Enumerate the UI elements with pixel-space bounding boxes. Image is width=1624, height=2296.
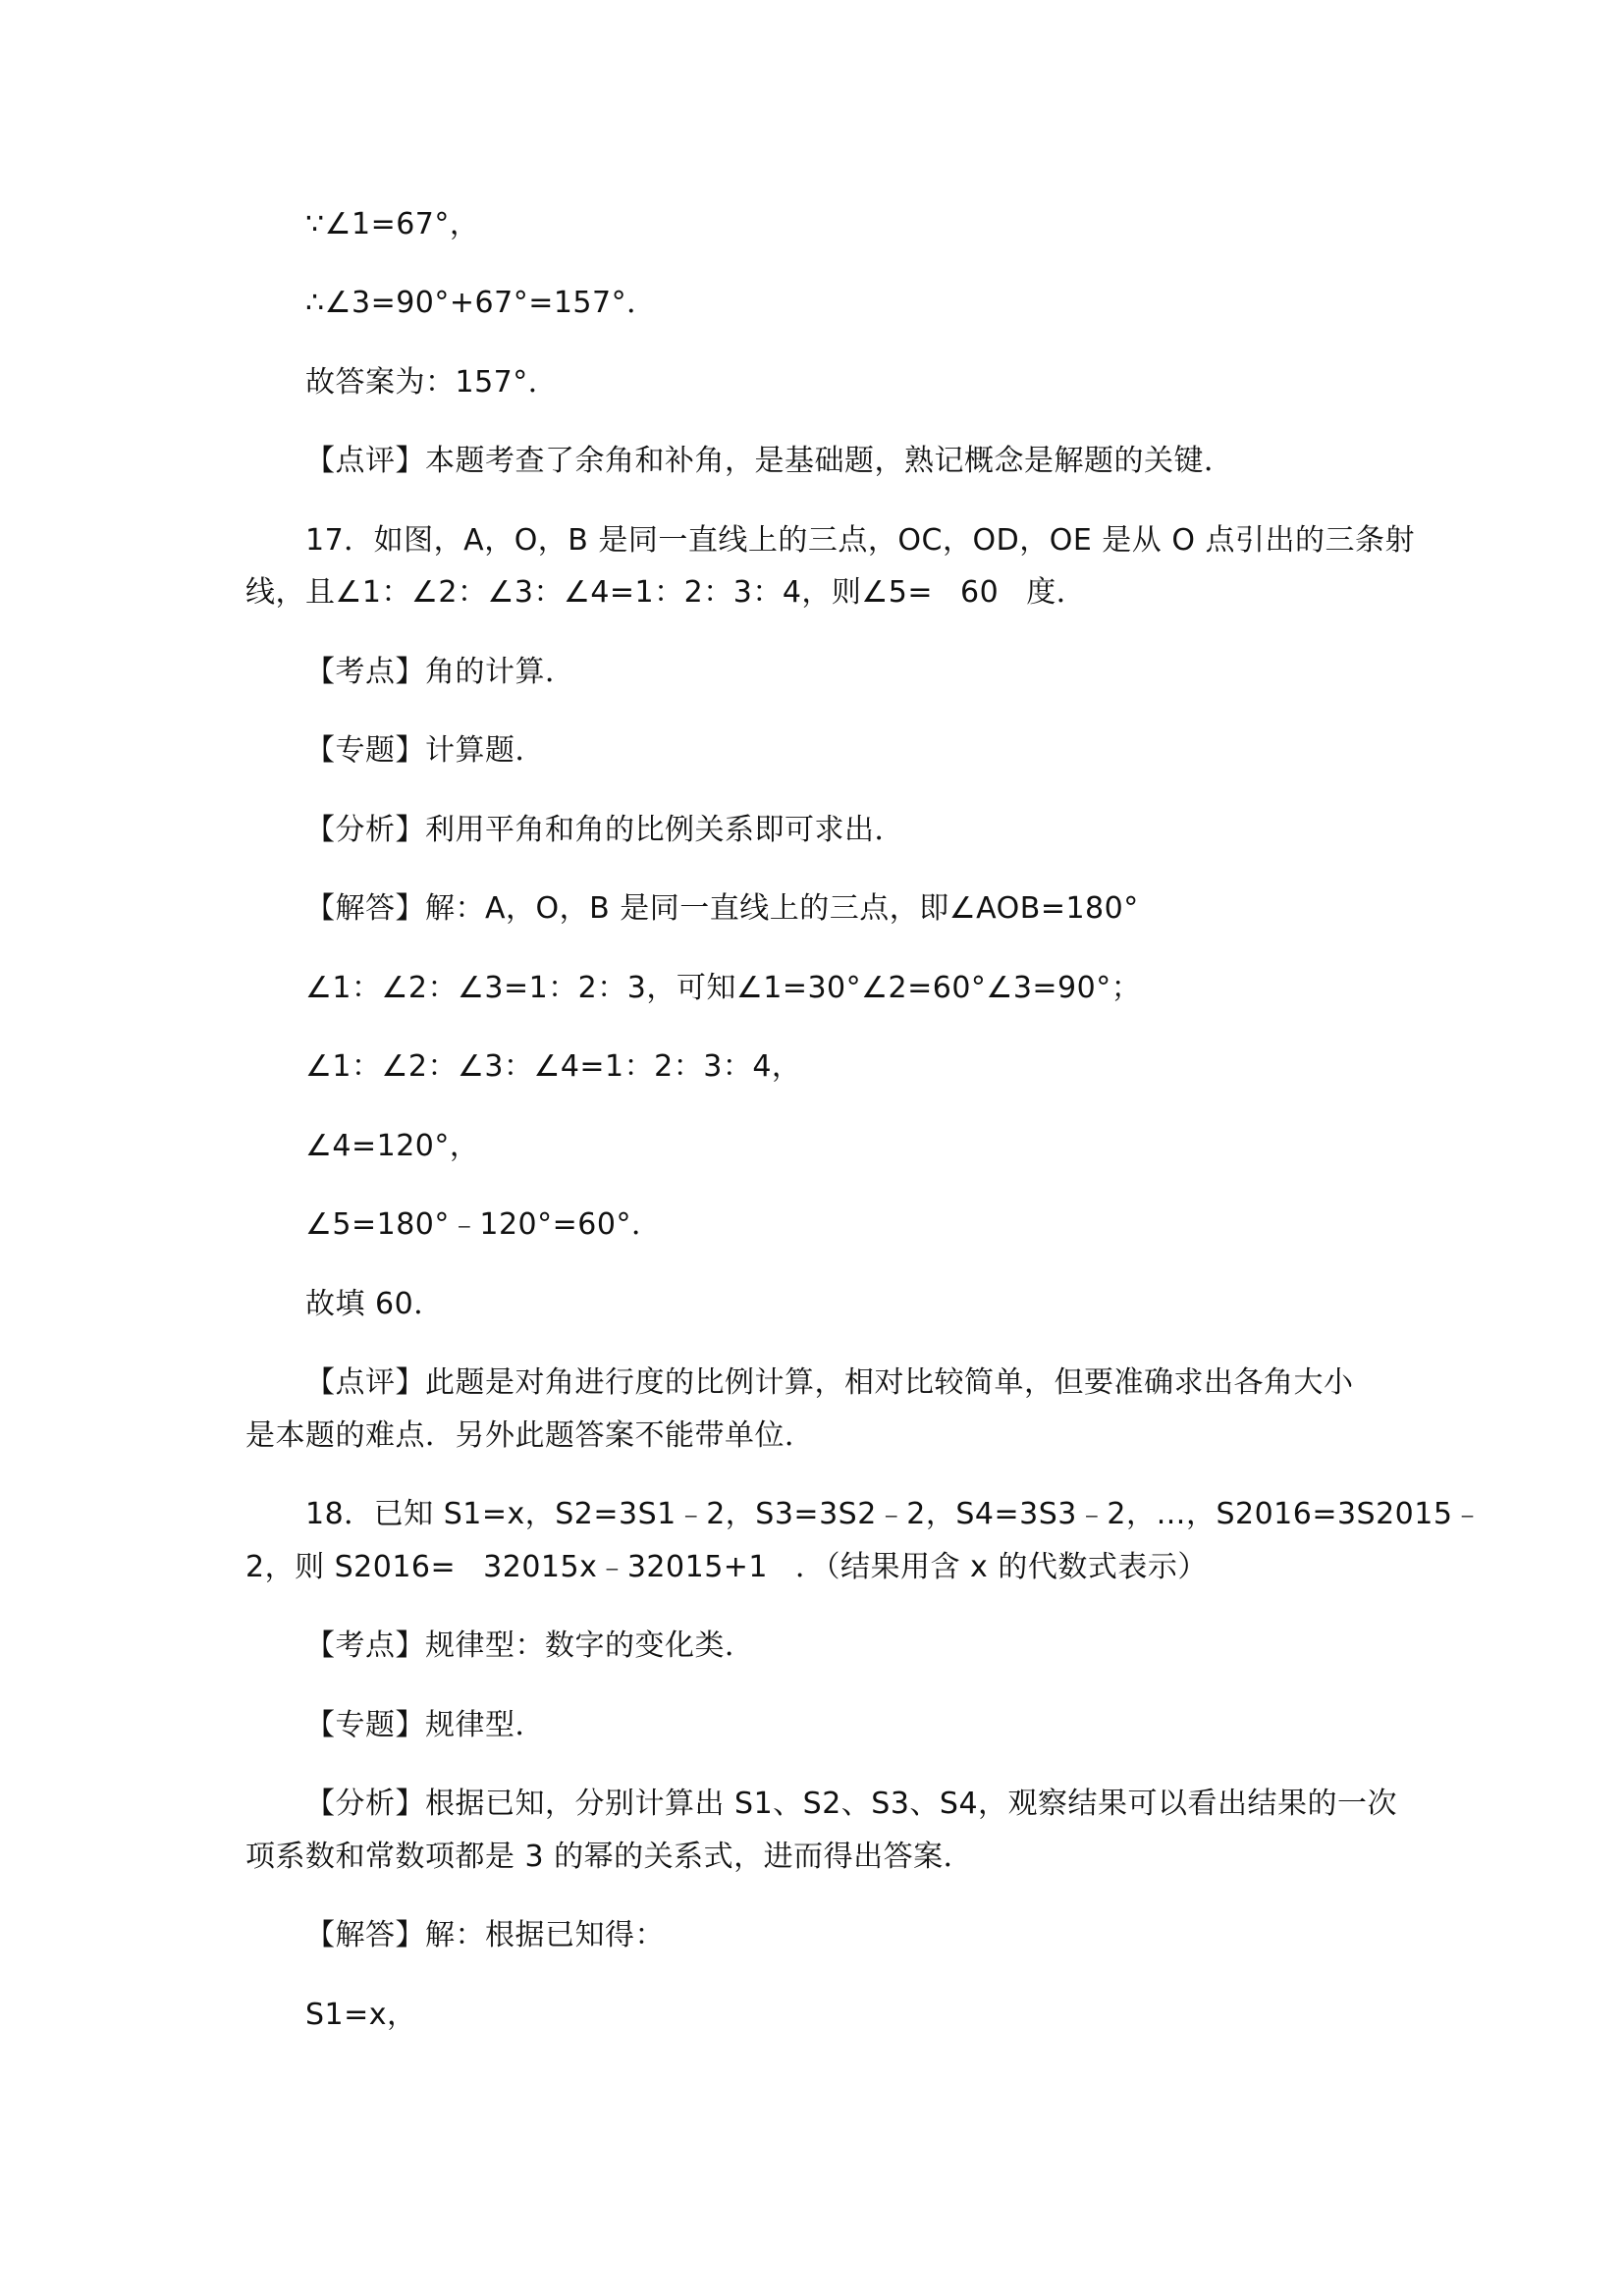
kaodian-17: 【考点】角的计算． — [305, 655, 575, 689]
text-line-1: ∵∠1=67°， — [305, 207, 480, 241]
question-17-stem: 线，且∠1：∠2：∠3：∠4=1：2：3：4，则∠5= — [245, 575, 934, 610]
jieda-17: 【解答】解：A，O，B 是同一直线上的三点，即∠AOB=180° — [305, 891, 1139, 926]
question-18-stem: 2，则 S2016= — [245, 1550, 457, 1584]
zhuanti-18: 【专题】规律型． — [305, 1708, 545, 1742]
question-17-line-2 — [245, 573, 1086, 613]
fenxi-18-line-1: 【分析】根据已知，分别计算出 S1、S2、S3、S4，观察结果可以看出结果的一次 — [305, 1787, 1398, 1821]
fenxi-18-line-2: 项系数和常数项都是 3 的幂的关系式，进而得出答案． — [245, 1840, 974, 1874]
zhuanti-17: 【专题】计算题． — [305, 733, 545, 768]
question-18-answer: 32015x﹣32015+1 — [483, 1550, 769, 1584]
comment-17-line-2: 是本题的难点．另外此题答案不能带单位． — [245, 1418, 815, 1453]
text-line-3: 故答案为：157°． — [305, 365, 559, 400]
solution-17-step-2: ∠1：∠2：∠3：∠4=1：2：3：4， — [305, 1049, 802, 1084]
kaodian-18: 【考点】规律型：数字的变化类． — [305, 1629, 755, 1663]
question-18-line-2 — [245, 1548, 1208, 1587]
question-17-line-1: 17．如图，A，O，B 是同一直线上的三点，OC，OD，OE 是从 O 点引出的三条射 — [305, 523, 1415, 558]
comment-17-line-1: 【点评】此题是对角进行度的比例计算，相对比较简单，但要准确求出各角大小 — [305, 1365, 1354, 1400]
jieda-18: 【解答】解：根据已知得： — [305, 1918, 665, 1952]
solution-17-step-4: ∠5=180°﹣120°=60°． — [305, 1207, 662, 1242]
question-17-answer: 60 — [960, 575, 1000, 610]
question-18-line-1: 18．已知 S1=x，S2=3S1﹣2，S3=3S2﹣2，S4=3S3﹣2，…，S2016=3S2015﹣ — [305, 1497, 1483, 1531]
question-17-unit: 度． — [1026, 575, 1087, 610]
fenxi-17: 【分析】利用平角和角的比例关系即可求出． — [305, 813, 904, 847]
comment-line-16: 【点评】本题考查了余角和补角，是基础题，熟记概念是解题的关键． — [305, 444, 1234, 478]
solution-17-final: 故填 60． — [305, 1287, 444, 1321]
solution-18-step-1: S1=x， — [305, 1998, 417, 2032]
solution-17-step-3: ∠4=120°， — [305, 1129, 480, 1163]
solution-17-step-1: ∠1：∠2：∠3=1：2：3，可知∠1=30°∠2=60°∠3=90°； — [305, 971, 1142, 1005]
question-18-tail: ．（结果用含 x 的代数式表示） — [795, 1550, 1208, 1584]
text-line-2: ∴∠3=90°+67°=157°． — [305, 286, 657, 320]
